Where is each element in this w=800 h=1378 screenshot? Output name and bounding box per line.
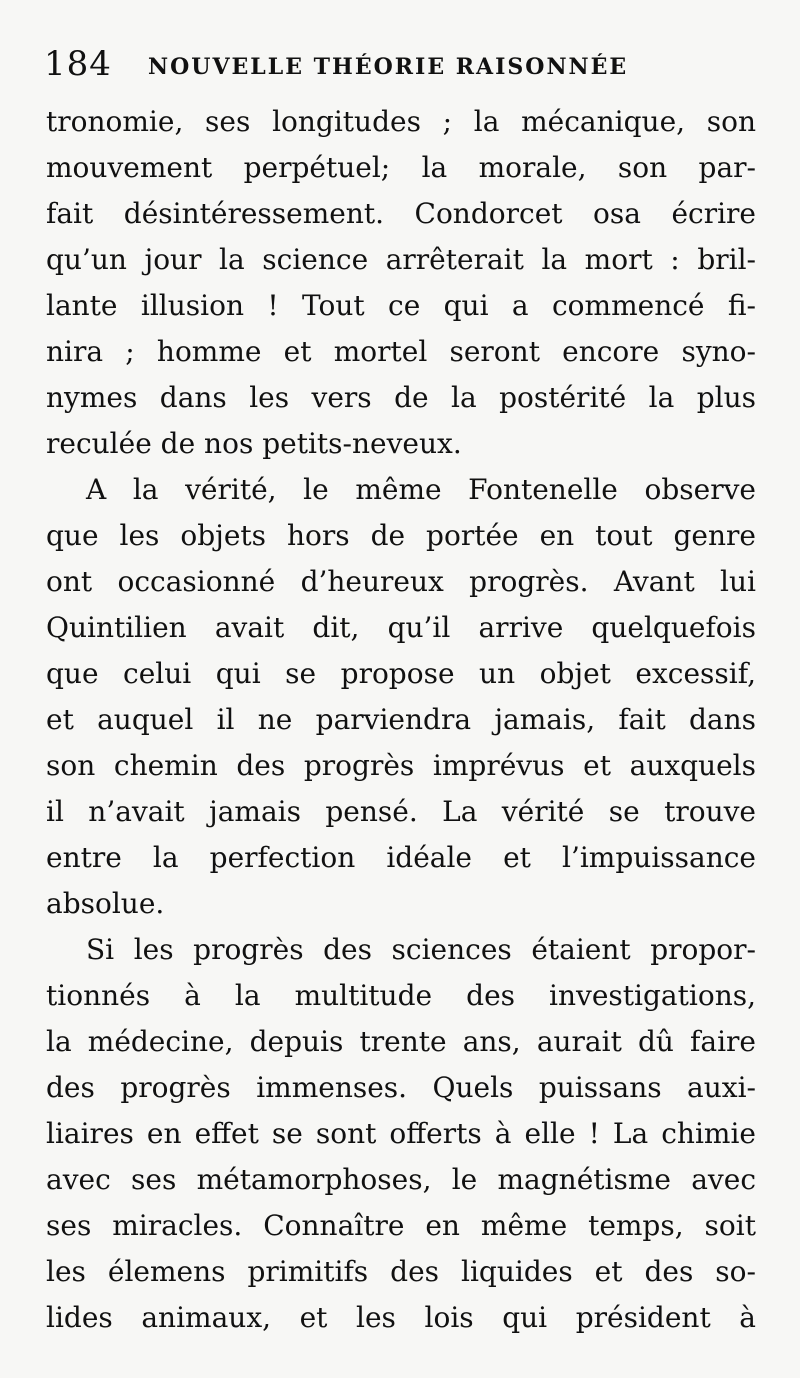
text-line: A la vérité, le même Fontenelle observe bbox=[86, 473, 756, 506]
text-line: son chemin des progrès imprévus et auxquels bbox=[46, 749, 756, 782]
text-line: avec ses métamorphoses, le magnétisme avec bbox=[46, 1163, 756, 1196]
text-line: liaires en effet se sont offerts à elle ! La chimie bbox=[46, 1117, 756, 1150]
text-line: et auquel il ne parviendra jamais, fait dans bbox=[46, 703, 756, 736]
text-line: fait désintéressement. Condorcet osa écrire bbox=[46, 197, 756, 230]
text-line: Quintilien avait dit, qu’il arrive quelquefois bbox=[46, 611, 756, 644]
page-number: 184 bbox=[44, 44, 112, 84]
text-line: la médecine, depuis trente ans, aurait dû faire bbox=[46, 1025, 756, 1058]
text-line: ont occasionné d’heureux progrès. Avant lui bbox=[46, 565, 756, 598]
text-line: il n’avait jamais pensé. La vérité se trouve bbox=[46, 795, 756, 828]
text-line: reculée de nos petits-neveux. bbox=[46, 427, 462, 460]
text-line: que celui qui se propose un objet excessif, bbox=[46, 657, 756, 690]
text-line: entre la perfection idéale et l’impuissance bbox=[46, 841, 756, 874]
text-line: nymes dans les vers de la postérité la plus bbox=[46, 381, 756, 414]
text-line: tronomie, ses longitudes ; la mécanique, son bbox=[46, 105, 756, 138]
text-line: lides animaux, et les lois qui président à bbox=[46, 1301, 756, 1334]
text-line: nira ; homme et mortel seront encore syno- bbox=[46, 335, 756, 368]
text-line: Si les progrès des sciences étaient propor- bbox=[86, 933, 756, 966]
text-line: lante illusion ! Tout ce qui a commencé fi- bbox=[46, 289, 756, 322]
text-line: qu’un jour la science arrêterait la mort : bril- bbox=[46, 243, 756, 276]
text-line: les élemens primitifs des liquides et des so- bbox=[46, 1255, 756, 1288]
text-line: tionnés à la multitude des investigations, bbox=[46, 979, 756, 1012]
page-header bbox=[44, 44, 764, 84]
text-line: absolue. bbox=[46, 887, 165, 920]
running-title: NOUVELLE THÉORIE RAISONNÉE bbox=[148, 54, 629, 80]
text-line: ses miracles. Connaître en même temps, soit bbox=[46, 1209, 756, 1242]
text-line: mouvement perpétuel; la morale, son par- bbox=[46, 151, 756, 184]
text-line: des progrès immenses. Quels puissans auxi- bbox=[46, 1071, 756, 1104]
text-line: que les objets hors de portée en tout genre bbox=[46, 519, 756, 552]
